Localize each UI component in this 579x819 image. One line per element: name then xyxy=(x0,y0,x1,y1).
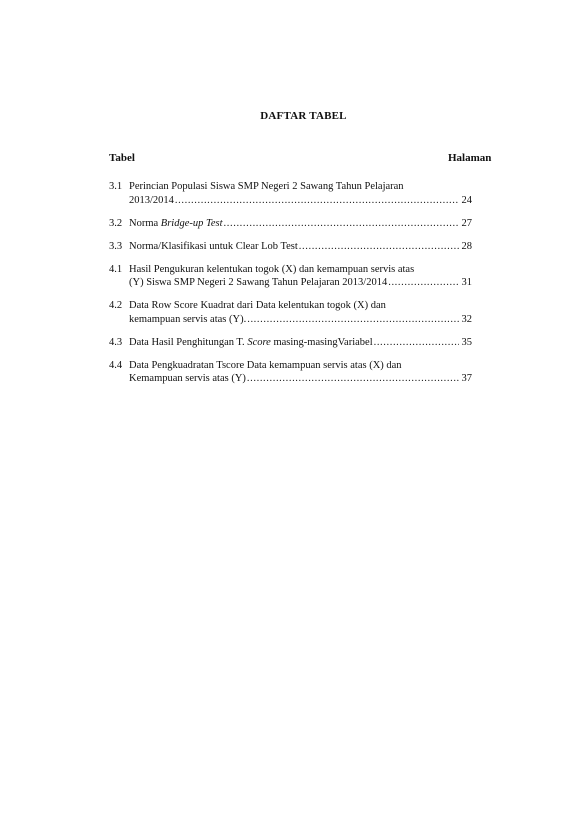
list-item xyxy=(109,263,472,290)
entry-number: 3.2 xyxy=(109,217,123,229)
list-item xyxy=(109,217,472,231)
dot-leader xyxy=(388,276,458,290)
column-header-table: Tabel xyxy=(109,152,135,164)
entry-title-continued: kemampuan servis atas (Y). xyxy=(129,313,247,325)
entry-number: 4.2 xyxy=(109,300,123,311)
entry-number: 4.3 xyxy=(109,336,123,348)
entry-title: Data Row Score Kuadrat dari Data kelentukan togok (X) dan xyxy=(129,300,386,311)
entry-page: 31 xyxy=(461,277,472,288)
dot-leader xyxy=(247,313,458,327)
entry-title: Norma Bridge-up Test xyxy=(129,217,223,229)
dot-leader xyxy=(175,194,459,208)
entry-page: 28 xyxy=(461,240,472,252)
entry-page: 24 xyxy=(461,194,472,206)
dot-leader xyxy=(224,217,459,231)
list-item xyxy=(109,240,472,254)
entry-number: 3.3 xyxy=(109,240,123,252)
entry-page: 27 xyxy=(461,217,472,229)
entry-page: 37 xyxy=(461,373,472,384)
entry-title-italic: Bridge-up Test xyxy=(160,217,223,229)
entry-number: 4.4 xyxy=(109,359,123,371)
dot-leader xyxy=(247,372,459,386)
list-item xyxy=(109,180,472,207)
entry-number: 4.1 xyxy=(109,263,123,275)
table-list xyxy=(109,180,472,395)
entry-title-continued: (Y) Siswa SMP Negeri 2 Sawang Tahun Pelajaran 2013/2014 xyxy=(129,277,388,288)
list-item xyxy=(109,299,472,326)
entry-page: 32 xyxy=(461,313,472,325)
entry-title: Data Hasil Penghitungan T. Score masing-masingVariabel xyxy=(129,336,373,348)
entry-page: 35 xyxy=(461,336,472,348)
entry-title: Perincian Populasi Siswa SMP Negeri 2 Sawang Tahun Pelajaran xyxy=(129,181,404,192)
page-title: DAFTAR TABEL xyxy=(260,110,347,122)
entry-title: Norma/Klasifikasi untuk Clear Lob Test xyxy=(129,240,298,252)
dot-leader xyxy=(299,240,459,254)
entry-title: Hasil Pengukuran kelentukan togok (X) dan kemampuan servis atas xyxy=(129,263,415,275)
column-header-page: Halaman xyxy=(448,152,492,164)
entry-title-italic: Score xyxy=(247,336,271,348)
entry-title: Data Pengkuadratan Tscore Data kemampuan servis atas (X) dan xyxy=(129,359,402,371)
entry-title-continued: Kemampuan servis atas (Y) xyxy=(129,373,246,384)
entry-title-continued: 2013/2014 xyxy=(129,194,174,206)
list-item xyxy=(109,359,472,386)
list-item xyxy=(109,336,472,350)
entry-number: 3.1 xyxy=(109,181,123,192)
dot-leader xyxy=(374,336,459,350)
